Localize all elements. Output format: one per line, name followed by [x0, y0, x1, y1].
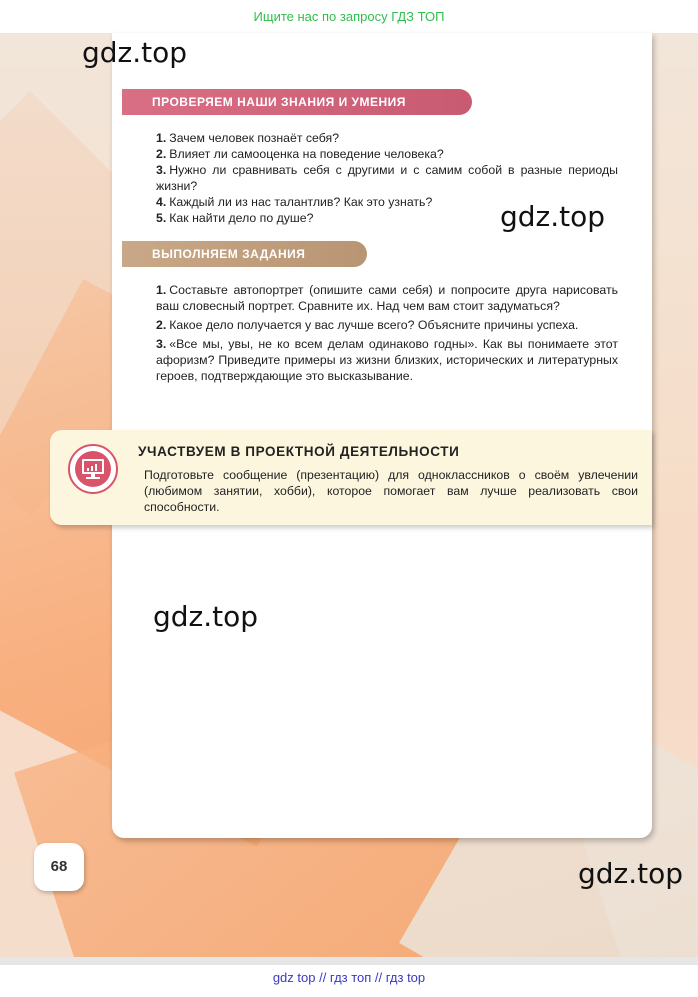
- item-number: 5.: [156, 211, 167, 225]
- watermark: gdz.top: [153, 600, 259, 633]
- item-text: Зачем человек познаёт себя?: [169, 131, 340, 145]
- top-banner: Ищите нас по запросу ГДЗ ТОП: [0, 0, 698, 33]
- item-text: «Все мы, увы, не ко всем делам одинаково годны». Как вы понимаете этот афоризм? Приведите примеры из жизни близких, исторических и литературных героев, подтверждающие это высказывание.: [156, 337, 618, 383]
- item-number: 2.: [156, 147, 167, 161]
- item-text: Нужно ли сравнивать себя с другими и с самим собой в разные периоды жизни?: [156, 163, 618, 193]
- item-number: 4.: [156, 195, 167, 209]
- item-number: 3.: [156, 337, 167, 351]
- item-text: Составьте автопортрет (опишите сами себя) и попросите друга нарисовать ваш словесный портрет. Сравните их. Над чем вам стоит задуматься?: [156, 283, 618, 313]
- page-number: 68: [34, 843, 84, 891]
- list-item: [156, 336, 618, 384]
- footer-divider: [0, 957, 698, 965]
- footer-links[interactable]: gdz top // гдз топ // гдз top: [272, 970, 426, 985]
- watermark: gdz.top: [500, 200, 606, 233]
- item-number: 2.: [156, 318, 167, 332]
- list-item: [156, 317, 618, 333]
- list-item: [156, 130, 618, 146]
- item-text: Как найти дело по душе?: [169, 211, 314, 225]
- watermark: gdz.top: [82, 36, 188, 69]
- item-number: 3.: [156, 163, 167, 177]
- presentation-monitor-icon: [68, 444, 118, 494]
- list-item: [156, 162, 618, 194]
- item-text: Влияет ли самооценка на поведение человека?: [169, 147, 444, 161]
- section-heading-check: ПРОВЕРЯЕМ НАШИ ЗНАНИЯ И УМЕНИЯ: [122, 89, 472, 115]
- list-item: [156, 282, 618, 314]
- project-box: [50, 430, 652, 525]
- item-number: 1.: [156, 283, 167, 297]
- section-heading-tasks: ВЫПОЛНЯЕМ ЗАДАНИЯ: [122, 241, 367, 267]
- project-title: УЧАСТВУЕМ В ПРОЕКТНОЙ ДЕЯТЕЛЬНОСТИ: [138, 444, 460, 459]
- watermark: gdz.top: [578, 857, 684, 890]
- list-item: [156, 146, 618, 162]
- item-text: Каждый ли из нас талантлив? Как это узнать?: [169, 195, 433, 209]
- item-number: 1.: [156, 131, 167, 145]
- task-list: [156, 282, 618, 387]
- item-text: Какое дело получается у вас лучше всего? Объясните причины успеха.: [169, 318, 579, 332]
- project-text: Подготовьте сообщение (презентацию) для одноклассников о своём увлечении (любимом занятии, хобби), которое помогает вам лучше реализовать свои способности.: [144, 468, 638, 514]
